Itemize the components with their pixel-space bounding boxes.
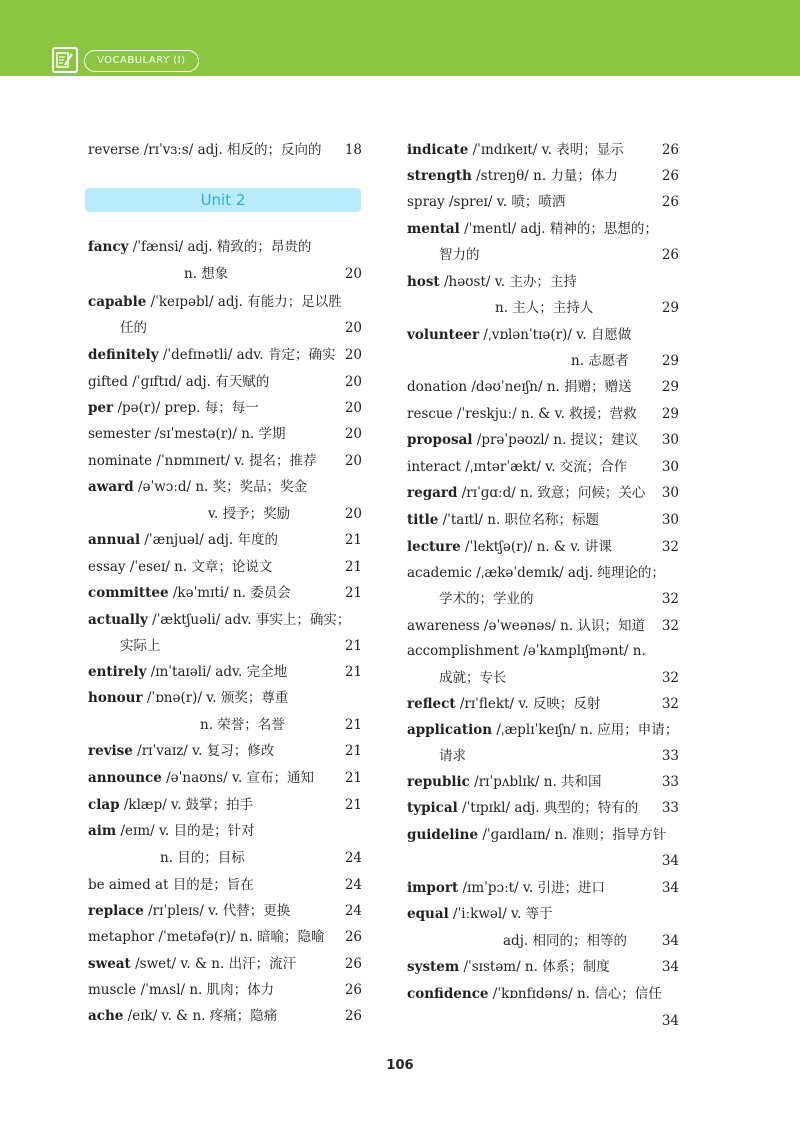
entry-page-ref: 34 <box>661 853 679 869</box>
entry-page-ref: 20 <box>344 453 362 469</box>
right-entry <box>407 904 679 924</box>
entry-page-ref: 26 <box>344 929 362 945</box>
right-entry <box>407 694 679 714</box>
right-entry <box>407 457 679 477</box>
right-entry <box>407 563 679 583</box>
entry-definition: /streŋθ/ n. 力量；体力 <box>471 168 618 184</box>
entry-definition: /ˈiːkwəl/ v. 等于 <box>448 906 553 922</box>
entry-page-ref: 21 <box>344 797 362 813</box>
entry-page-ref: 26 <box>661 247 679 263</box>
entry-page-ref: 20 <box>344 426 362 442</box>
left-entry <box>88 901 362 921</box>
entry-page-ref: 24 <box>344 850 362 866</box>
left-entry <box>88 741 362 761</box>
entry-definition: /əˈkʌmplɪʃmənt/ n. <box>518 643 646 659</box>
entry-definition: /əˈweənəs/ n. 认识；知道 <box>479 618 645 634</box>
right-entry <box>407 140 679 160</box>
entry-definition: /ˈmʌsl/ n. 肌肉；体力 <box>136 982 275 998</box>
entry-definition: /rɪˈpleɪs/ v. 代替；更换 <box>143 903 291 919</box>
notebook-pen-icon <box>52 47 78 73</box>
right-entry <box>407 298 679 318</box>
unit-heading: Unit 2 <box>85 188 361 212</box>
entry-continuation: 实际上 <box>120 638 161 654</box>
left-entry <box>88 927 362 947</box>
entry-definition: /ˈkeɪpəbl/ adj. 有能力；足以胜 <box>146 294 342 310</box>
entry-page-ref: 24 <box>344 877 362 893</box>
entry-page-ref: 20 <box>344 400 362 416</box>
entry-continuation: 请求 <box>439 748 466 764</box>
entry-definition: /klæp/ v. 鼓掌；拍手 <box>119 797 254 813</box>
entry-definition: /əˈwɔːd/ n. 奖；奖品；奖金 <box>133 479 308 495</box>
left-entry <box>88 318 362 338</box>
entry-page-ref: 26 <box>661 168 679 184</box>
entry-page-ref: 33 <box>661 748 679 764</box>
entry-page-ref: 30 <box>661 459 679 475</box>
right-entry <box>407 245 679 265</box>
entry-page-ref: 20 <box>344 347 362 363</box>
left-entry <box>88 345 362 365</box>
entry-word: system <box>407 959 460 975</box>
right-entry <box>407 1011 679 1031</box>
entry-definition: /ˈmetəfə(r)/ n. 暗喻；隐喻 <box>154 929 325 945</box>
entry-page-ref: 26 <box>344 982 362 998</box>
entry-page-ref: 21 <box>344 532 362 548</box>
entry-definition: /eɪk/ v. & n. 疼痛；隐痛 <box>123 1008 278 1024</box>
entry-definition: /prəˈpəʊzl/ n. 提议；建议 <box>472 432 639 448</box>
entry-word: rescue <box>407 406 453 422</box>
entry-word: import <box>407 880 459 896</box>
entry-definition: /ˈtɪpɪkl/ adj. 典型的；特有的 <box>457 800 639 816</box>
entry-word: strength <box>407 168 472 184</box>
entry-definition: /ˈreskjuː/ n. & v. 救援；营救 <box>452 406 637 422</box>
entry-word: aim <box>88 823 117 839</box>
entry-word: semester <box>88 426 151 442</box>
right-entry <box>407 878 679 898</box>
right-entry <box>407 825 679 845</box>
right-entry <box>407 851 679 871</box>
entry-page-ref: 32 <box>661 539 679 555</box>
left-entry <box>88 504 362 524</box>
right-entry <box>407 984 679 1004</box>
entry-word: announce <box>88 770 162 786</box>
entry-word: interact <box>407 459 461 475</box>
entry-definition: /dəʊˈneɪʃn/ n. 捐赠；赠送 <box>467 379 632 395</box>
entry-word: entirely <box>88 664 147 680</box>
entry-page-ref: 26 <box>344 956 362 972</box>
entry-word: ache <box>88 1008 124 1024</box>
left-entry <box>88 795 362 815</box>
left-entry <box>88 557 362 577</box>
left-entry <box>88 610 362 630</box>
entry-word: regard <box>407 485 458 501</box>
entry-definition: /rɪˈpʌblɪk/ n. 共和国 <box>469 774 602 790</box>
entry-definition: /ˈɡɪftɪd/ adj. 有天赋的 <box>128 374 270 390</box>
entry-page-ref: 32 <box>661 618 679 634</box>
entry-word: actually <box>88 612 148 628</box>
right-entry <box>407 325 679 345</box>
entry-word: equal <box>407 906 449 922</box>
left-entry <box>88 954 362 974</box>
left-entry <box>88 662 362 682</box>
entry-definition: /swet/ v. & n. 出汗；流汗 <box>130 956 297 972</box>
entry-page-ref: 21 <box>344 638 362 654</box>
entry-word: nominate <box>88 453 153 469</box>
entry-page-ref: 29 <box>661 300 679 316</box>
entry-word: annual <box>88 532 141 548</box>
entry-page-ref: 24 <box>344 903 362 919</box>
right-entry <box>407 798 679 818</box>
page-number: 106 <box>386 1058 414 1073</box>
entry-page-ref: 29 <box>661 353 679 369</box>
right-entry <box>407 166 679 186</box>
right-entry <box>407 931 679 951</box>
entry-definition: /ˈɪndɪkeɪt/ v. 表明；显示 <box>468 142 624 158</box>
entry-definition: /rɪˈflekt/ v. 反映；反射 <box>455 696 601 712</box>
left-entry <box>88 848 362 868</box>
entry-page-ref: 20 <box>344 374 362 390</box>
entry-word: mental <box>407 221 460 237</box>
right-entry <box>407 641 679 661</box>
entry-definition: /pə(r)/ prep. 每；每一 <box>113 400 259 416</box>
entry-word: honour <box>88 690 143 706</box>
entry-continuation: 智力的 <box>439 247 480 263</box>
entry-word: definitely <box>88 347 159 363</box>
left-entry <box>88 583 362 603</box>
entry-continuation: n. 荣誉；名誉 <box>200 717 285 733</box>
section-label: VOCABULARY (I) <box>84 50 199 72</box>
entry-page-ref: 33 <box>661 774 679 790</box>
entry-definition: /həʊst/ v. 主办；主持 <box>439 274 577 290</box>
entry-definition: /ˌækəˈdemɪk/ adj. 纯理论的； <box>471 565 665 581</box>
left-entry <box>88 530 362 550</box>
entry-page-ref: 21 <box>344 770 362 786</box>
entry-page-ref: 30 <box>661 432 679 448</box>
right-entry <box>407 720 679 740</box>
right-entry <box>407 483 679 503</box>
entry-word: clap <box>88 797 120 813</box>
entry-definition: /ˈmentl/ adj. 精神的；思想的； <box>459 221 658 237</box>
entry-definition: /ˈænjuəl/ adj. 年度的 <box>140 532 278 548</box>
entry-page-ref: 20 <box>344 266 362 282</box>
entry-page-ref: 32 <box>661 591 679 607</box>
entry-word: application <box>407 722 493 738</box>
entry-definition: /rɪˈvɜːs/ adj. 相反的；反向的 <box>139 142 322 158</box>
entry-continuation: n. 主人；主持人 <box>495 300 594 316</box>
entry-page-ref: 26 <box>344 1008 362 1024</box>
entry-definition: /rɪˈɡɑːd/ n. 致意；问候；关心 <box>457 485 646 501</box>
left-entry <box>88 264 362 284</box>
right-entry <box>407 192 679 212</box>
entry-page-ref: 34 <box>661 933 679 949</box>
entry-page-ref: 20 <box>344 506 362 522</box>
right-entry <box>407 537 679 557</box>
left-entry <box>88 237 362 257</box>
left-entry <box>88 688 362 708</box>
entry-page-ref: 26 <box>661 194 679 210</box>
left-entry <box>88 424 362 444</box>
entry-word: title <box>407 512 439 528</box>
entry-definition: /ˈkɒnfɪdəns/ n. 信心；信任 <box>488 986 662 1002</box>
entry-continuation: n. 目的；目标 <box>160 850 245 866</box>
left-entry <box>88 636 362 656</box>
entry-word: committee <box>88 585 169 601</box>
entry-definition: 目的是；旨在 <box>168 877 254 893</box>
left-entry <box>88 715 362 735</box>
entry-page-ref: 21 <box>344 717 362 733</box>
entry-page-ref: 32 <box>661 696 679 712</box>
entry-page-ref: 30 <box>661 485 679 501</box>
entry-definition: /ˈsɪstəm/ n. 体系；制度 <box>459 959 610 975</box>
entry-word: replace <box>88 903 144 919</box>
entry-word: volunteer <box>407 327 480 343</box>
entry-word: reverse <box>88 142 140 158</box>
entry-definition: /ˈfænsi/ adj. 精致的；昂贵的 <box>128 239 312 255</box>
right-entry <box>407 589 679 609</box>
entry-word: capable <box>88 294 147 310</box>
entry-definition: /ˈæktʃuəli/ adv. 事实上；确实； <box>147 612 351 628</box>
entry-word: revise <box>88 743 133 759</box>
entry-page-ref: 34 <box>661 1013 679 1029</box>
entry-definition: /spreɪ/ v. 喷；喷洒 <box>444 194 566 210</box>
entry-definition: /ˈɡaɪdlaɪn/ n. 准则；指导方针 <box>478 827 667 843</box>
left-entry <box>88 372 362 392</box>
entry-definition: /ˈnɒmɪneɪt/ v. 提名；推荐 <box>152 453 317 469</box>
left-entry <box>88 398 362 418</box>
entry-page-ref: 32 <box>661 670 679 686</box>
entry-page-ref: 34 <box>661 959 679 975</box>
entry-definition: /ˈdefɪnətli/ adv. 肯定；确实 <box>158 347 336 363</box>
entry-definition: /eɪm/ v. 目的是；针对 <box>116 823 255 839</box>
entry-page-ref: 30 <box>661 512 679 528</box>
entry-page-ref: 33 <box>661 800 679 816</box>
right-entry <box>407 616 679 636</box>
right-entry <box>407 668 679 688</box>
entry-word: gifted <box>88 374 129 390</box>
entry-word: per <box>88 400 114 416</box>
entry-page-ref: 18 <box>344 142 362 158</box>
entry-definition: /əˈnaʊns/ v. 宣布；通知 <box>161 770 315 786</box>
right-entry <box>407 430 679 450</box>
entry-definition: /ˌæplɪˈkeɪʃn/ n. 应用；申请； <box>492 722 679 738</box>
entry-word: confidence <box>407 986 489 1002</box>
right-entry <box>407 510 679 530</box>
entry-continuation: 成就；专长 <box>439 670 507 686</box>
right-entry <box>407 351 679 371</box>
left-entry <box>88 451 362 471</box>
entry-page-ref: 26 <box>661 142 679 158</box>
entry-continuation: 任的 <box>120 320 147 336</box>
entry-definition: /ˈɒnə(r)/ v. 颁奖；尊重 <box>142 690 289 706</box>
left-entry <box>88 875 362 895</box>
entry-word: essay <box>88 559 126 575</box>
entry-continuation: 学术的；学业的 <box>439 591 534 607</box>
entry-word: metaphor <box>88 929 155 945</box>
entry-continuation: v. 授予；奖励 <box>208 506 291 522</box>
entry-word: fancy <box>88 239 129 255</box>
entry-word: indicate <box>407 142 469 158</box>
entry-page-ref: 21 <box>344 743 362 759</box>
right-entry <box>407 746 679 766</box>
entry-definition: /ɪnˈtaɪəli/ adv. 完全地 <box>146 664 288 680</box>
entry-page-ref: 29 <box>661 379 679 395</box>
entry-continuation: n. 想象 <box>184 266 229 282</box>
entry-word: academic <box>407 565 472 581</box>
entry-word: spray <box>407 194 445 210</box>
entry-definition: /sɪˈmestə(r)/ n. 学期 <box>150 426 286 442</box>
entry-word: awareness <box>407 618 480 634</box>
entry-word: republic <box>407 774 470 790</box>
entry-word: lecture <box>407 539 461 555</box>
right-entry <box>407 272 679 292</box>
entry-word: muscle <box>88 982 137 998</box>
entry-word: award <box>88 479 134 495</box>
right-entry <box>407 957 679 977</box>
left-entry <box>88 768 362 788</box>
right-entry <box>407 377 679 397</box>
entry-word: be aimed at <box>88 877 169 893</box>
entry-page-ref: 29 <box>661 406 679 422</box>
entry-definition: /ˈeseɪ/ n. 文章；论说文 <box>125 559 273 575</box>
left-entry <box>88 477 362 497</box>
entry-continuation: adj. 相同的；相等的 <box>503 933 627 949</box>
entry-definition: /ˈlektʃə(r)/ n. & v. 讲课 <box>460 539 612 555</box>
entry-page-ref: 21 <box>344 559 362 575</box>
entry-page-ref: 21 <box>344 664 362 680</box>
entry-definition: /ˌɪntərˈækt/ v. 交流；合作 <box>460 459 628 475</box>
entry-definition: /ˈtaɪtl/ n. 职位名称；标题 <box>438 512 600 528</box>
entry-definition: /kəˈmɪti/ n. 委员会 <box>168 585 291 601</box>
entry-definition: /ɪmˈpɔːt/ v. 引进；进口 <box>458 880 606 896</box>
entry-word: sweat <box>88 956 131 972</box>
entry-word: guideline <box>407 827 479 843</box>
left-entry <box>88 980 362 1000</box>
entry-continuation: n. 志愿者 <box>571 353 629 369</box>
right-entry <box>407 404 679 424</box>
entry-word: host <box>407 274 440 290</box>
left-entry <box>88 1006 362 1026</box>
left-entry <box>88 821 362 841</box>
entry-page-ref: 21 <box>344 585 362 601</box>
entry-word: typical <box>407 800 458 816</box>
entry-definition: /rɪˈvaɪz/ v. 复习；修改 <box>132 743 275 759</box>
entry-definition: /ˌvɒlənˈtɪə(r)/ v. 自愿做 <box>479 327 632 343</box>
right-entry <box>407 772 679 792</box>
right-entry <box>407 219 679 239</box>
entry-page-ref: 20 <box>344 320 362 336</box>
entry-word: reflect <box>407 696 456 712</box>
entry-word: donation <box>407 379 468 395</box>
left-entry <box>88 292 362 312</box>
left-entry <box>88 140 362 160</box>
entry-page-ref: 34 <box>661 880 679 896</box>
entry-word: accomplishment <box>407 643 519 659</box>
entry-word: proposal <box>407 432 473 448</box>
